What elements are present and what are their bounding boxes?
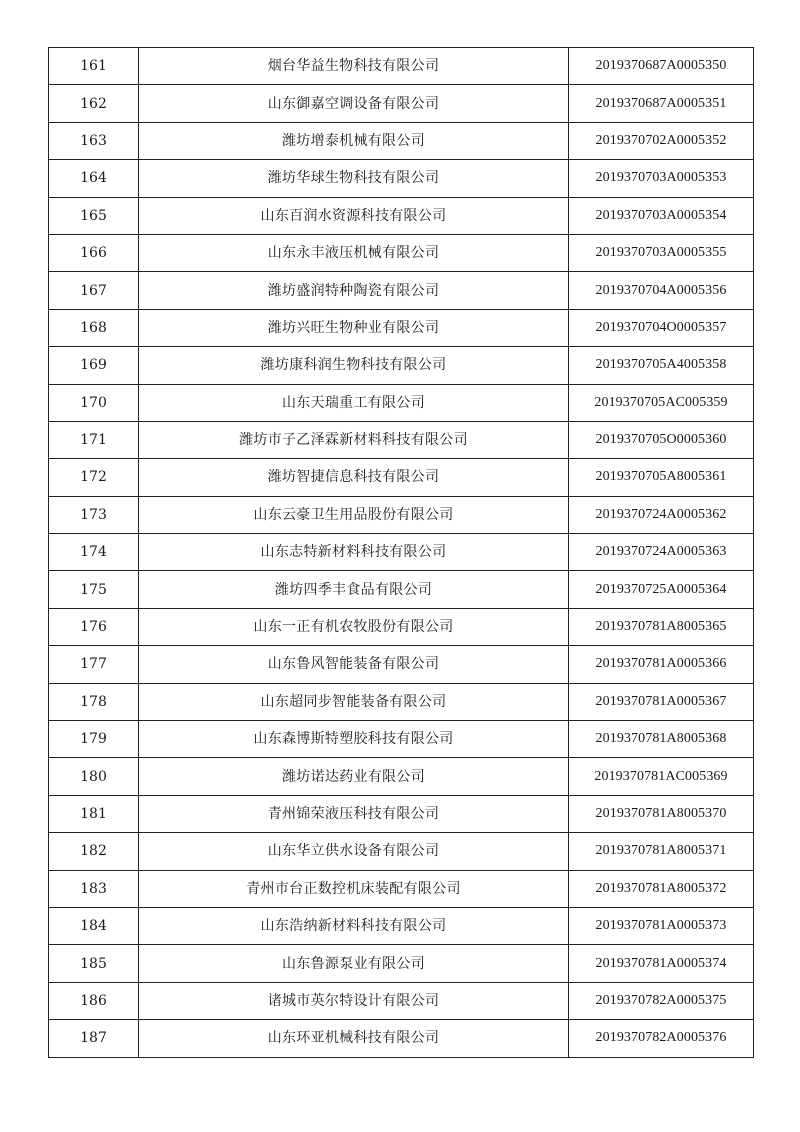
table-row bbox=[49, 421, 754, 458]
registration-code: 2019370704O0005357 bbox=[569, 309, 754, 346]
row-number: 183 bbox=[49, 870, 139, 907]
row-number: 172 bbox=[49, 459, 139, 496]
row-number: 165 bbox=[49, 197, 139, 234]
row-number: 179 bbox=[49, 721, 139, 758]
table-row bbox=[49, 907, 754, 944]
table-row bbox=[49, 608, 754, 645]
row-number: 175 bbox=[49, 571, 139, 608]
row-number: 177 bbox=[49, 646, 139, 683]
company-name: 潍坊智捷信息科技有限公司 bbox=[139, 459, 569, 496]
company-name: 潍坊兴旺生物种业有限公司 bbox=[139, 309, 569, 346]
table-row bbox=[49, 833, 754, 870]
registration-code: 2019370703A0005353 bbox=[569, 160, 754, 197]
table-row bbox=[49, 234, 754, 271]
row-number: 187 bbox=[49, 1020, 139, 1057]
row-number: 171 bbox=[49, 421, 139, 458]
row-number: 173 bbox=[49, 496, 139, 533]
row-number: 169 bbox=[49, 347, 139, 384]
row-number: 164 bbox=[49, 160, 139, 197]
table-row bbox=[49, 683, 754, 720]
row-number: 167 bbox=[49, 272, 139, 309]
company-name: 山东森博斯特塑胶科技有限公司 bbox=[139, 721, 569, 758]
company-name: 山东鲁源泵业有限公司 bbox=[139, 945, 569, 982]
table-row bbox=[49, 534, 754, 571]
table-row bbox=[49, 122, 754, 159]
registration-code: 2019370781A8005365 bbox=[569, 608, 754, 645]
company-name: 山东百润水资源科技有限公司 bbox=[139, 197, 569, 234]
company-name: 潍坊盛润特种陶瓷有限公司 bbox=[139, 272, 569, 309]
company-name: 山东鲁风智能装备有限公司 bbox=[139, 646, 569, 683]
row-number: 180 bbox=[49, 758, 139, 795]
registration-code: 2019370687A0005351 bbox=[569, 85, 754, 122]
registration-code: 2019370725A0005364 bbox=[569, 571, 754, 608]
table-row bbox=[49, 85, 754, 122]
registration-code: 2019370781A8005371 bbox=[569, 833, 754, 870]
company-name: 山东一正有机农牧股份有限公司 bbox=[139, 608, 569, 645]
company-name: 山东浩纳新材料科技有限公司 bbox=[139, 907, 569, 944]
table-row bbox=[49, 384, 754, 421]
company-name: 山东超同步智能装备有限公司 bbox=[139, 683, 569, 720]
registration-code: 2019370703A0005355 bbox=[569, 234, 754, 271]
company-name: 潍坊华球生物科技有限公司 bbox=[139, 160, 569, 197]
row-number: 185 bbox=[49, 945, 139, 982]
registration-code: 2019370781AC005369 bbox=[569, 758, 754, 795]
company-name: 山东志特新材料科技有限公司 bbox=[139, 534, 569, 571]
table-row bbox=[49, 1020, 754, 1057]
registration-code: 2019370705A8005361 bbox=[569, 459, 754, 496]
table-row bbox=[49, 160, 754, 197]
table-row bbox=[49, 646, 754, 683]
table-row bbox=[49, 48, 754, 85]
registration-code: 2019370704A0005356 bbox=[569, 272, 754, 309]
table-row bbox=[49, 309, 754, 346]
row-number: 186 bbox=[49, 982, 139, 1019]
row-number: 182 bbox=[49, 833, 139, 870]
row-number: 166 bbox=[49, 234, 139, 271]
company-registry-table bbox=[48, 47, 754, 1058]
table-row bbox=[49, 459, 754, 496]
table-row bbox=[49, 347, 754, 384]
registration-code: 2019370782A0005376 bbox=[569, 1020, 754, 1057]
registration-code: 2019370705AC005359 bbox=[569, 384, 754, 421]
table-row bbox=[49, 197, 754, 234]
company-name: 山东御嘉空调设备有限公司 bbox=[139, 85, 569, 122]
table-row bbox=[49, 982, 754, 1019]
registration-code: 2019370781A0005367 bbox=[569, 683, 754, 720]
registration-code: 2019370724A0005362 bbox=[569, 496, 754, 533]
company-name: 潍坊四季丰食品有限公司 bbox=[139, 571, 569, 608]
table-row bbox=[49, 272, 754, 309]
company-name: 诸城市英尔特设计有限公司 bbox=[139, 982, 569, 1019]
company-name: 山东环亚机械科技有限公司 bbox=[139, 1020, 569, 1057]
registration-code: 2019370781A8005368 bbox=[569, 721, 754, 758]
registration-code: 2019370702A0005352 bbox=[569, 122, 754, 159]
row-number: 161 bbox=[49, 48, 139, 85]
table-row bbox=[49, 496, 754, 533]
table-row bbox=[49, 571, 754, 608]
company-name: 潍坊康科润生物科技有限公司 bbox=[139, 347, 569, 384]
table-row bbox=[49, 721, 754, 758]
registration-code: 2019370703A0005354 bbox=[569, 197, 754, 234]
company-name: 山东永丰液压机械有限公司 bbox=[139, 234, 569, 271]
registration-code: 2019370781A0005374 bbox=[569, 945, 754, 982]
row-number: 181 bbox=[49, 795, 139, 832]
registration-code: 2019370782A0005375 bbox=[569, 982, 754, 1019]
registration-code: 2019370705O0005360 bbox=[569, 421, 754, 458]
registration-code: 2019370705A4005358 bbox=[569, 347, 754, 384]
row-number: 163 bbox=[49, 122, 139, 159]
row-number: 168 bbox=[49, 309, 139, 346]
row-number: 178 bbox=[49, 683, 139, 720]
registration-code: 2019370687A0005350 bbox=[569, 48, 754, 85]
company-name: 山东云豪卫生用品股份有限公司 bbox=[139, 496, 569, 533]
registration-code: 2019370781A8005372 bbox=[569, 870, 754, 907]
table-row bbox=[49, 758, 754, 795]
company-name: 青州锦荣液压科技有限公司 bbox=[139, 795, 569, 832]
registration-code: 2019370781A0005373 bbox=[569, 907, 754, 944]
registration-code: 2019370724A0005363 bbox=[569, 534, 754, 571]
row-number: 174 bbox=[49, 534, 139, 571]
row-number: 184 bbox=[49, 907, 139, 944]
row-number: 170 bbox=[49, 384, 139, 421]
company-name: 潍坊诺达药业有限公司 bbox=[139, 758, 569, 795]
table-row bbox=[49, 870, 754, 907]
company-name: 山东天瑞重工有限公司 bbox=[139, 384, 569, 421]
company-name: 青州市台正数控机床装配有限公司 bbox=[139, 870, 569, 907]
row-number: 176 bbox=[49, 608, 139, 645]
registration-code: 2019370781A0005366 bbox=[569, 646, 754, 683]
table-row bbox=[49, 795, 754, 832]
company-name: 山东华立供水设备有限公司 bbox=[139, 833, 569, 870]
company-name: 潍坊市子乙泽霖新材料科技有限公司 bbox=[139, 421, 569, 458]
company-name: 潍坊增泰机械有限公司 bbox=[139, 122, 569, 159]
registration-code: 2019370781A8005370 bbox=[569, 795, 754, 832]
row-number: 162 bbox=[49, 85, 139, 122]
table-body bbox=[49, 48, 754, 1058]
table-row bbox=[49, 945, 754, 982]
company-name: 烟台华益生物科技有限公司 bbox=[139, 48, 569, 85]
